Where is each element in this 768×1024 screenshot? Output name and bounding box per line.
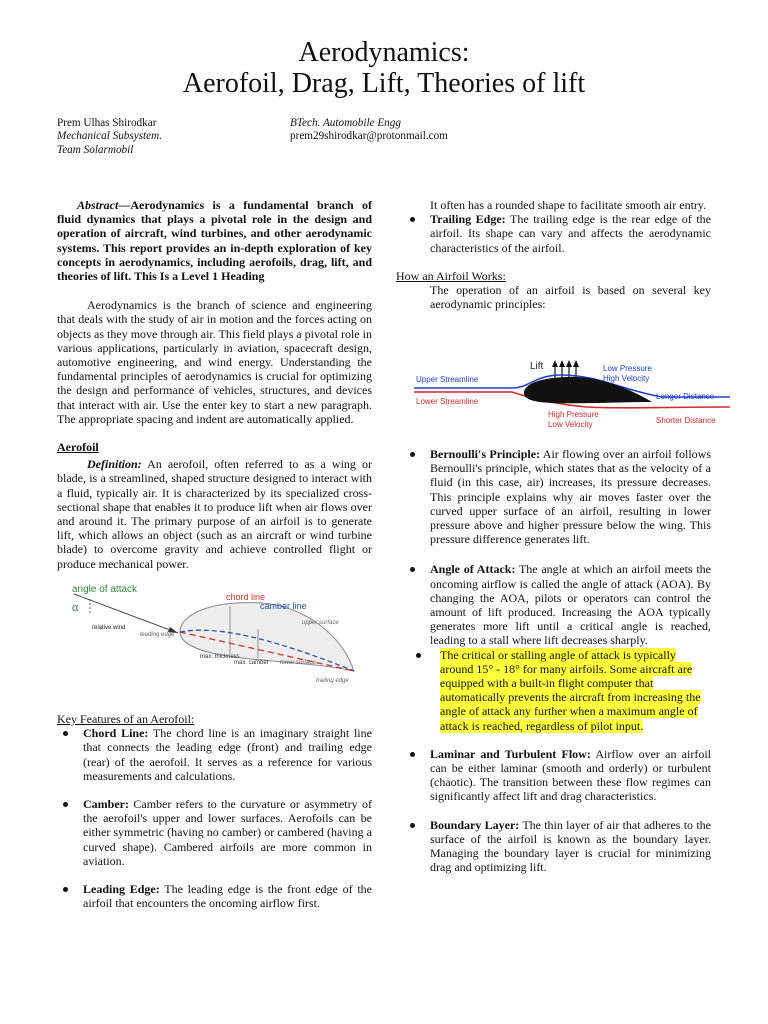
label-upper-surface: upper surface [302, 620, 339, 626]
paper-title [0, 37, 768, 99]
definition-label: Definition: [87, 457, 142, 472]
author-email: prem29shirodkar@protonmail.com [290, 130, 448, 143]
bullet-dot [410, 823, 415, 828]
principle-bernoulli [396, 447, 711, 546]
principle-label: Angle of Attack: [430, 562, 516, 577]
label-lower-surface: lower surface [280, 660, 316, 666]
feature-chord-line [57, 726, 372, 783]
title-line-1: Aerodynamics: [298, 37, 470, 68]
bullet-dot [63, 731, 68, 736]
abstract [57, 198, 372, 283]
principle-label: Bernoulli's Principle: [430, 447, 541, 461]
bullet-dot [410, 567, 415, 572]
abstract-text: Aerodynamics is a fundamental branch of fluid dynamics that plays a pivotal role in the design and operation of aircraft, wind turbines, and other aerodynamic systems. This report provides an in-depth exploration of key concepts in aerodynamics, including aerofoils, drag, lift, and theories of lift. This Is a Level 1 Heading [57, 198, 372, 284]
right-column-top [396, 198, 711, 311]
label-relative-wind: relative wind [92, 625, 126, 631]
principle-text: Airflow over an airfoil can be either laminar (smooth and orderly) or turbulent (chaotic). The transition between these flow regimes can significantly affect lift and drag characteristics. [430, 746, 711, 804]
label-trailing-edge: trailing edge [316, 678, 349, 684]
definition-text: An aerofoil, often referred to as a wing or blade, is a streamlined, shaped structure designed to interact with a fluid, typically air. It is characterized by its specialized cross-sectional shape that enables it to produce lift when air flows over and around it. The primary purpose of an airfoil is to generate lift, which allows an object (such as an aircraft or wind turbine blade) to overcome gravity and achieve controlled flight or produce mechanical power. [57, 457, 372, 571]
leading-edge-continued: It often has a rounded shape to facilitate smooth air entry. [430, 198, 707, 212]
bullet-dot [63, 887, 68, 892]
label-low-velocity: Low Velocity [548, 420, 593, 429]
label-angle-of-attack: angle of attack [72, 584, 138, 595]
label-camber-line: camber line [260, 601, 307, 611]
label-longer-distance: Longer Distance [656, 392, 715, 401]
author-team: Team Solarmobil [57, 143, 134, 156]
how-airfoil-works-intro: The operation of an airfoil is based on several key aerodynamic principles: [430, 283, 711, 312]
label-high-pressure: High Pressure [548, 410, 599, 419]
highlighted-text: The critical or stalling angle of attack is typically around 15° - 18° for many airfoils. Some aircraft are equipped with a built-in flight computer that automatically prevents the aircraft from increasing the angle of attack any further when a maximum angle of attack is reached, regardless of pilot input. [440, 647, 701, 733]
feature-camber [57, 797, 372, 868]
principle-laminar-turbulent [396, 747, 711, 804]
label-max-camber: max. camber [234, 660, 269, 666]
abstract-label: Abstract— [77, 198, 131, 212]
label-high-velocity: High Velocity [603, 374, 650, 383]
aerofoil-diagram [62, 574, 372, 692]
principle-label: Laminar and Turbulent Flow: [430, 746, 591, 761]
left-column [57, 198, 372, 571]
bullet-dot [410, 752, 415, 757]
intro-paragraph: Aerodynamics is the branch of science and engineering that deals with the study of air in motion and the forces acting on objects as they move through air. This field plays a pivotal role in various applications, particularly in aviation, spacecraft design, automotive engineering, and wind energy. Understanding the fundamental principles of aerodynamics is crucial for optimizing the design and performance of vehicles, structures, and devices that interact with air. Use the enter key to start a new paragraph. The appropriate spacing and indent are automatically applied. [57, 298, 372, 426]
feature-label: Chord Line: [83, 726, 149, 741]
lift-diagram [412, 355, 732, 433]
author-block-right [290, 117, 448, 144]
author-dept: Mechanical Subsystem. [57, 130, 163, 143]
label-low-pressure: Low Pressure [603, 364, 652, 373]
principle-text: The thin layer of air that adheres to the surface of the airfoil is known as the boundary layer. Managing the boundary layer is crucial for minimizing drag and optimizing lift. [430, 817, 711, 875]
title-line-2: Aerofoil, Drag, Lift, Theories of lift [182, 68, 586, 99]
label-alpha: α [72, 602, 79, 614]
key-features-heading: Key Features of an Aerofoil: [57, 712, 195, 726]
bullet-dot [410, 217, 415, 222]
principle-text: Air flowing over an airfoil follows Bernoulli's principle, which states that as the velocity of a fluid (in this case, air) increases, its pressure decreases. This principle explains why air moves faster over the curved upper surface of an airfoil, resulting in lower pressure above and higher pressure below the wing. This pressure difference generates lift. [430, 447, 712, 547]
label-upper-streamline: Upper Streamline [416, 375, 479, 384]
label-max-thickness: max. thickness [200, 654, 240, 660]
feature-text: The trailing edge is the rear edge of the airfoil. Its shape can vary and affects the aerodynamic characteristics of the airfoil. [430, 212, 711, 255]
author-degree: BTech. Automobile Engg [290, 117, 401, 129]
label-shorter-distance: Shorter Distance [656, 416, 716, 425]
feature-leading-edge [57, 882, 372, 910]
how-airfoil-works-heading: How an Airfoil Works: [396, 268, 506, 283]
feature-text: The leading edge is the front edge of the airfoil that encounters the oncoming airflow first. [83, 882, 372, 911]
aerofoil-heading: Aerofoil [57, 440, 99, 455]
bullet-dot [410, 452, 415, 457]
label-leading-edge: leading edge [140, 632, 175, 638]
principle-text: The angle at which an airfoil meets the oncoming airflow is called the angle of attack (AOA). By changing the AOA, pilots or operators can control the amount of lift produced. Increasing the AOA typically generates more lift until a critical angle is reached, leading to a stall where lift decreases sharply. [430, 562, 711, 648]
feature-label: Camber: [83, 797, 129, 812]
feature-label: Leading Edge: [83, 882, 160, 897]
stall-angle-note [408, 648, 711, 733]
right-column-bottom [396, 447, 711, 874]
principle-boundary-layer [396, 818, 711, 875]
feature-label: Trailing Edge: [430, 212, 506, 227]
feature-text: Camber refers to the curvature or asymmetry of the aerofoil's upper and lower surfaces. Aerofoils can be either symmetric (having no camber) or cambered (having a curved shape). Cambered airfoils are more common in aviation. [83, 797, 372, 868]
label-chord-line: chord line [226, 592, 266, 602]
feature-text: The chord line is an imaginary straight line that connects the leading edge (front) and trailing edge (rear) of the aerofoil. It serves as a reference for various measurements and calculations. [83, 726, 372, 783]
key-features-section [57, 712, 372, 910]
bullet-dot [416, 653, 421, 658]
principle-label: Boundary Layer: [430, 817, 520, 832]
bullet-dot [63, 802, 68, 807]
author-name: Prem Ulhas Shirodkar [57, 117, 157, 129]
definition-paragraph [57, 457, 372, 571]
author-block-left [57, 117, 162, 157]
feature-trailing-edge [396, 212, 711, 255]
label-lower-streamline: Lower Streamline [416, 397, 479, 406]
label-lift: Lift [530, 361, 544, 372]
principle-angle-of-attack [396, 562, 711, 647]
